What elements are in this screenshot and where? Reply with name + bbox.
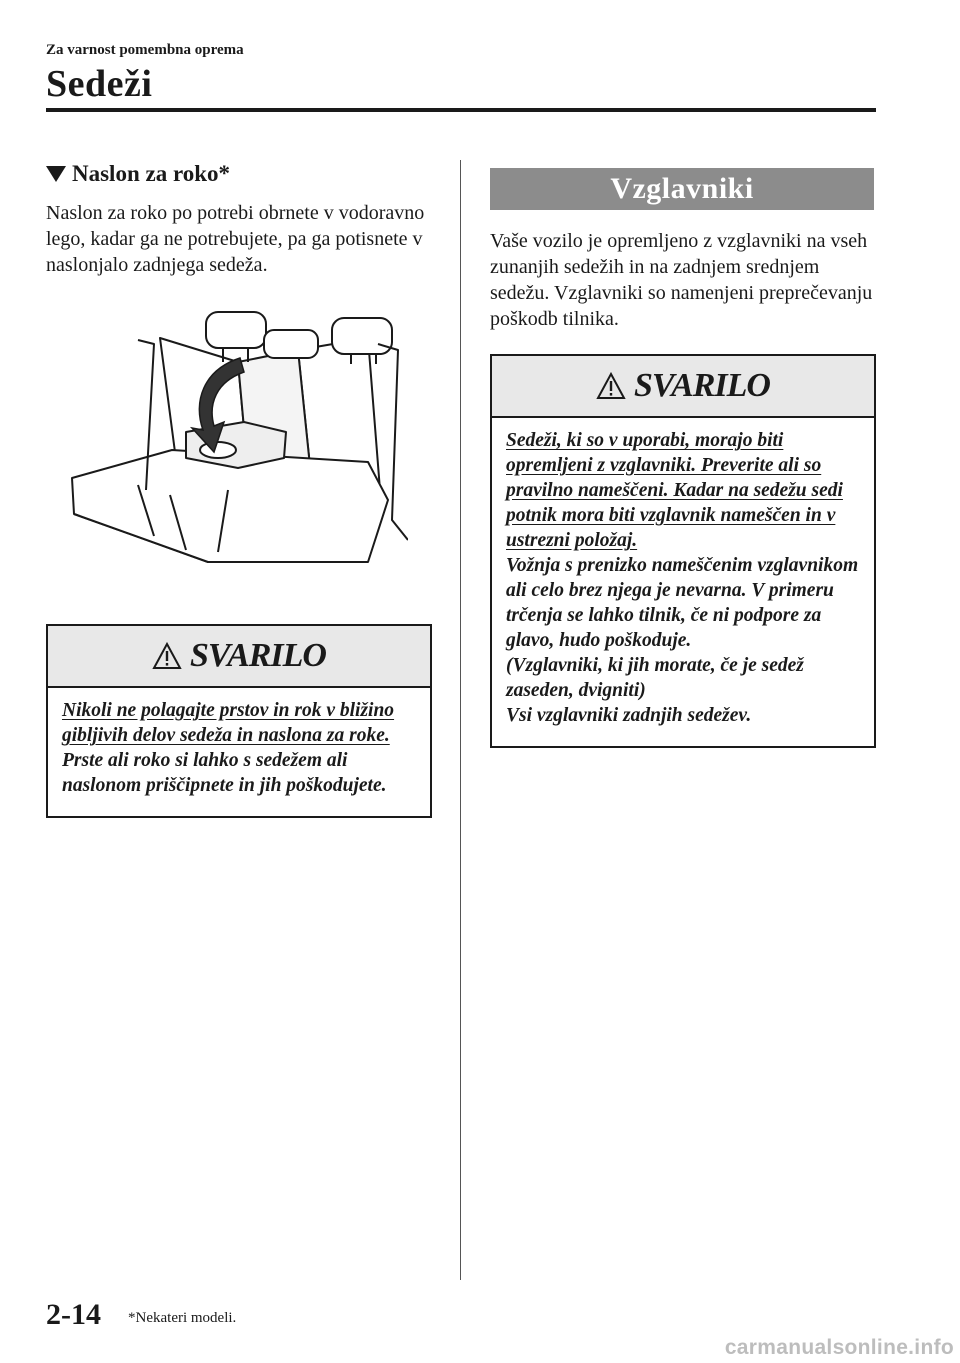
armrest-body-text: Naslon za roko po potrebi obrnete v vodoravno lego, kadar ga ne potrebujete, pa ga potisnete v naslonjalo zadnjega sedeža. bbox=[46, 202, 425, 276]
watermark: carmanualsonline.info bbox=[724, 1336, 954, 1359]
breadcrumb: Za varnost pomembna oprema bbox=[46, 42, 244, 58]
warning-body bbox=[48, 688, 430, 816]
left-column bbox=[46, 160, 432, 818]
warning-box-armrest bbox=[46, 624, 432, 818]
warning-triangle-icon bbox=[596, 372, 626, 400]
warning-text: Prste ali roko si lahko s sedežem ali naslonom priščipnete in jih poškodujete. bbox=[62, 750, 387, 796]
warning-triangle-icon bbox=[152, 642, 182, 670]
section-heading-text: Naslon za roko* bbox=[72, 161, 231, 186]
warning-text-1: Vožnja s prenizko nameščenim vzglavnikom ali celo brez njega je nevarna. V primeru trčenja se lahko tilnik, če ni podpore za glavo, hudo poškoduje. bbox=[506, 555, 859, 651]
rear-seat-illustration bbox=[68, 300, 408, 590]
section-banner-headrests: Vzglavniki bbox=[490, 168, 874, 210]
warning-header bbox=[48, 626, 430, 688]
headrests-body-text: Vaše vozilo je opremljeno z vzglavniki na vseh zunanjih sedežih in na zadnjem srednjem sedežu. Vzglavniki so namenjeni preprečevanju poškodb tilnika. bbox=[490, 230, 873, 330]
page-number: 2-14 bbox=[46, 1298, 101, 1331]
warning-title: SVARILO bbox=[190, 637, 326, 674]
section-heading-armrest bbox=[46, 160, 432, 188]
page-title: Sedeži bbox=[46, 63, 153, 105]
right-column bbox=[490, 168, 876, 748]
warning-text-3: Vsi vzglavniki zadnjih sedežev. bbox=[506, 705, 752, 726]
warning-box-headrests bbox=[490, 354, 876, 748]
title-rule bbox=[46, 108, 876, 112]
warning-header bbox=[492, 356, 874, 418]
down-triangle-icon bbox=[46, 166, 66, 182]
warning-text-2: (Vzglavniki, ki jih morate, če je sedež zaseden, dvigniti) bbox=[506, 655, 804, 701]
warning-underlined-text: Nikoli ne polagajte prstov in rok v bližino gibljivih delov sedeža in naslona za roke. bbox=[62, 700, 395, 746]
column-divider bbox=[460, 160, 461, 1280]
footnote: *Nekateri modeli. bbox=[128, 1310, 237, 1326]
rear-seat-armrest-illustration bbox=[46, 300, 432, 590]
warning-title: SVARILO bbox=[634, 367, 770, 404]
warning-body bbox=[492, 418, 874, 746]
warning-underlined-text: Sedeži, ki so v uporabi, morajo biti opremljeni z vzglavniki. Preverite ali so pravilno nameščeni. Kadar na sedežu sedi potnik mora biti vzglavnik nameščen in v ustrezni položaj. bbox=[506, 430, 843, 551]
